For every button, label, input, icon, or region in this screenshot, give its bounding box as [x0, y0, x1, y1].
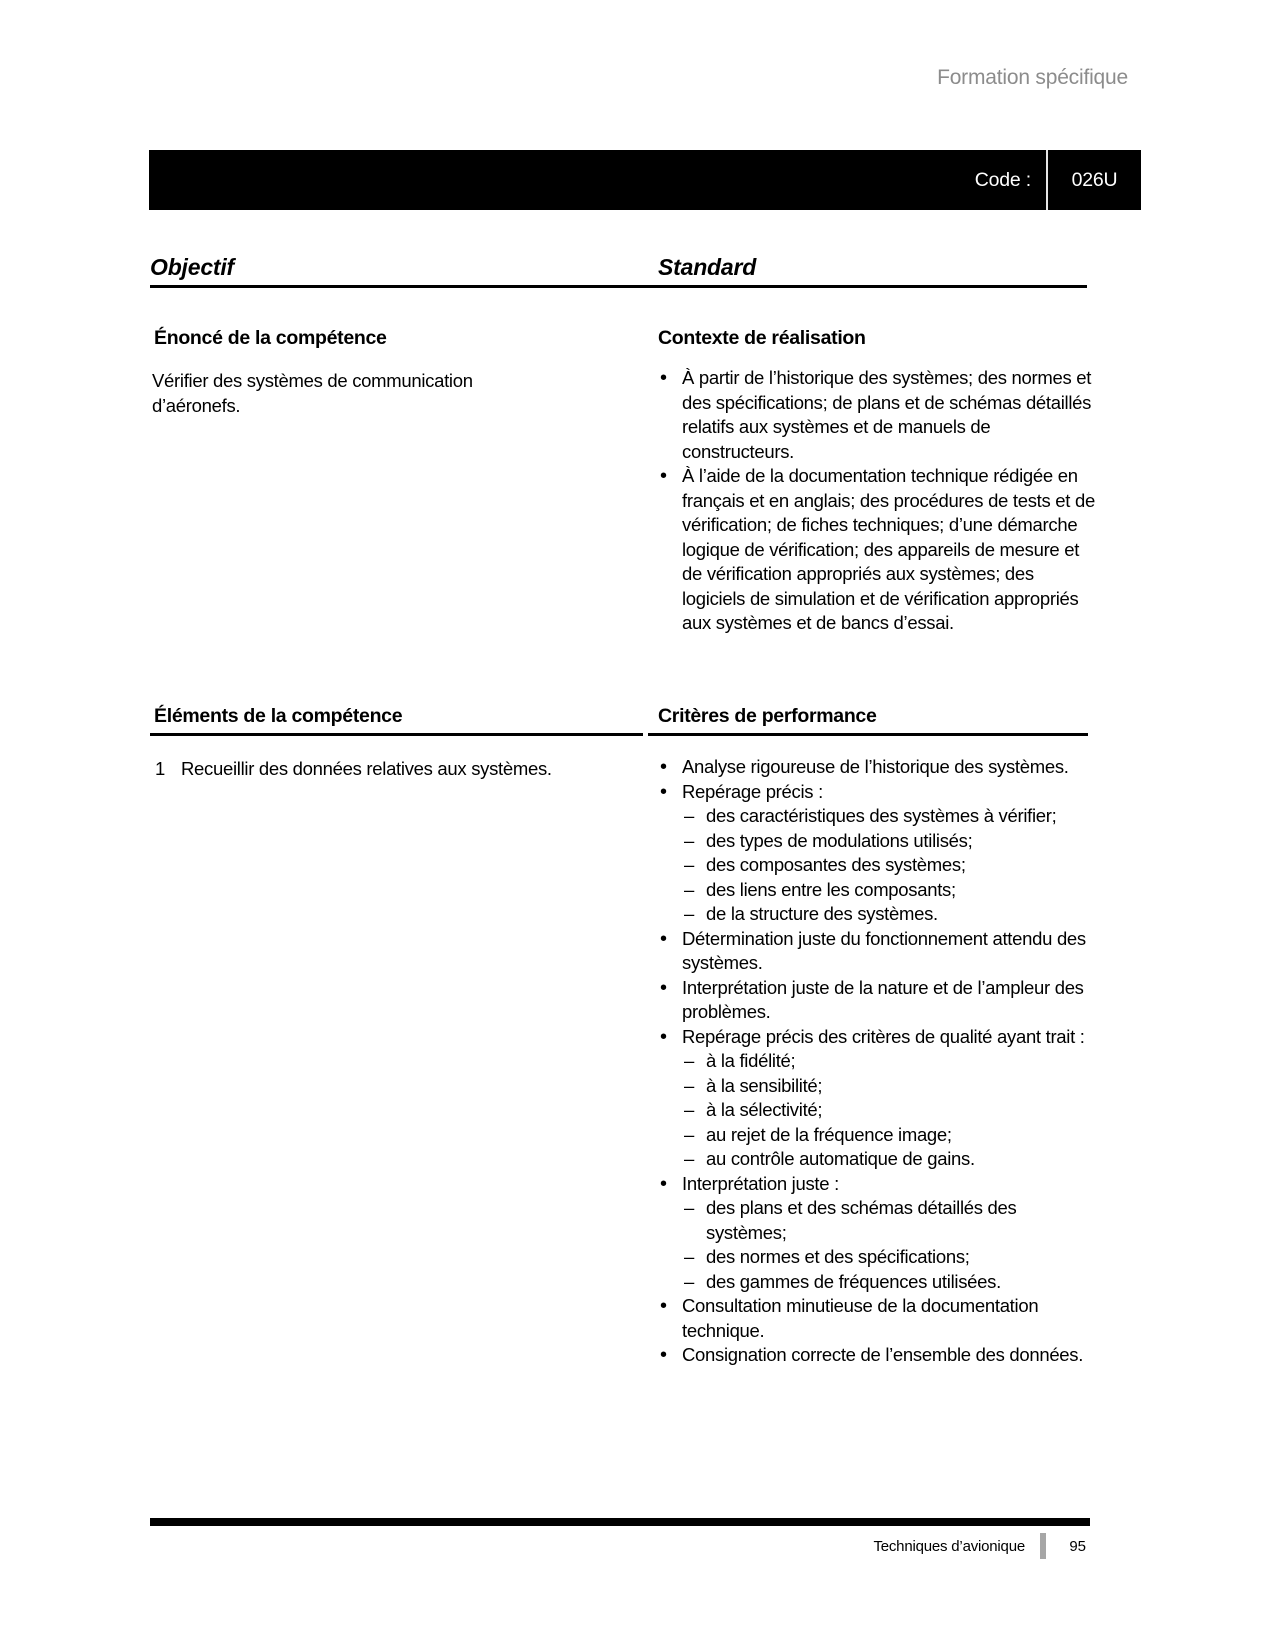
objectif-column-title: Objectif [150, 254, 235, 280]
criteria-subitem [682, 1270, 1098, 1295]
code-bar [149, 150, 1141, 210]
criteria-subitem [682, 1147, 1098, 1172]
element-number: 1 [155, 758, 165, 779]
criteria-subitem-text: des plans et des schémas détaillés des systèmes; [706, 1197, 1017, 1243]
element-row [155, 757, 610, 782]
element-text: Recueillir des données relatives aux systèmes. [181, 758, 552, 779]
title-rule [150, 285, 1087, 288]
criteria-subitem-text: des types de modulations utilisés; [706, 829, 973, 851]
criteria-item [658, 1294, 1098, 1343]
standard-column-title: Standard [658, 254, 757, 280]
running-head: Formation spécifique [937, 66, 1128, 89]
contexte-item [658, 464, 1098, 636]
criteria-text: Consignation correcte de l’ensemble des données. [682, 1344, 1084, 1365]
enonce-heading: Énoncé de la compétence [154, 327, 387, 349]
contexte-item [658, 366, 1098, 464]
footer-divider-bar [1040, 1533, 1046, 1559]
criteria-subitem-text: à la sensibilité; [706, 1074, 823, 1096]
criteria-item [658, 927, 1098, 976]
criteria-subitem-text: au rejet de la fréquence image; [706, 1123, 952, 1145]
criteria-text: Repérage précis : [682, 780, 823, 802]
competence-statement: Vérifier des systèmes de communication d’aéronefs. [152, 370, 473, 416]
criteria-item [658, 1343, 1098, 1368]
criteria-list [658, 755, 1098, 1368]
criteria-sublist [682, 1196, 1098, 1294]
criteria-item [658, 1025, 1098, 1172]
contexte-item-text: À partir de l’historique des systèmes; des normes et des spécifications; de plans et de schémas détaillés relatifs aux systèmes et de manuels de constructeurs. [682, 367, 1092, 462]
criteria-subitem-text: à la sélectivité; [706, 1099, 823, 1120]
criteres-heading: Critères de performance [658, 705, 877, 727]
criteria-subitem-text: au contrôle automatique de gains. [706, 1148, 975, 1169]
criteria-subitem-text: des caractéristiques des systèmes à vérifier; [706, 805, 1057, 826]
criteria-subitem-text: des gammes de fréquences utilisées. [706, 1270, 1001, 1292]
criteria-subitem [682, 1049, 1098, 1074]
elements-heading-rule [150, 733, 643, 736]
criteria-subitem [682, 804, 1098, 829]
criteria-subitem-text: à la fidélité; [706, 1050, 796, 1071]
criteria-item [658, 976, 1098, 1025]
elements-heading: Éléments de la compétence [154, 705, 403, 727]
criteria-subitem-text: de la structure des systèmes. [706, 903, 938, 924]
criteria-text: Interprétation juste : [682, 1172, 839, 1194]
criteria-text: Analyse rigoureuse de l’historique des systèmes. [682, 756, 1069, 777]
criteria-item [658, 755, 1098, 780]
criteres-heading-rule [648, 733, 1088, 736]
footer-page-number: 95 [1069, 1537, 1086, 1555]
contexte-list [658, 366, 1098, 636]
footer-rule [150, 1518, 1090, 1526]
criteria-subitem [682, 853, 1098, 878]
code-value: 026U [1071, 168, 1118, 191]
criteria-subitem-text: des normes et des spécifications; [706, 1246, 970, 1267]
criteria-text: Interprétation juste de la nature et de l’ampleur des problèmes. [682, 976, 1084, 1022]
criteria-subitem [682, 902, 1098, 927]
criteria-subitem-text: des liens entre les composants; [706, 878, 956, 900]
criteria-subitem [682, 1098, 1098, 1123]
criteria-subitem [682, 1245, 1098, 1270]
criteria-text: Repérage précis des critères de qualité ayant trait : [682, 1025, 1085, 1047]
contexte-item-text: À l’aide de la documentation technique rédigée en français et en anglais; des procédures de tests et de vérification; de fiches techniques; d’une démarche logique de vérification; des appareils de mesure et de vérification appropriés aux systèmes; des logiciels de simulation et de vérification appropriés aux systèmes et de bancs d’essai. [682, 465, 1095, 633]
criteria-subitem [682, 1123, 1098, 1148]
criteria-sublist [682, 804, 1098, 927]
criteria-sublist [682, 1049, 1098, 1172]
criteria-text: Consultation minutieuse de la documentation technique. [682, 1295, 1039, 1341]
contexte-heading: Contexte de réalisation [658, 327, 866, 349]
criteria-subitem [682, 1196, 1098, 1245]
criteria-subitem [682, 829, 1098, 854]
criteria-item [658, 780, 1098, 927]
footer-doc-title: Techniques d’avionique [873, 1537, 1025, 1555]
criteria-subitem [682, 878, 1098, 903]
criteria-text: Détermination juste du fonctionnement attendu des systèmes. [682, 927, 1086, 973]
criteria-subitem [682, 1074, 1098, 1099]
footer [150, 1533, 1086, 1559]
criteria-subitem-text: des composantes des systèmes; [706, 854, 966, 875]
code-label: Code : [974, 168, 1031, 191]
criteria-item [658, 1172, 1098, 1295]
